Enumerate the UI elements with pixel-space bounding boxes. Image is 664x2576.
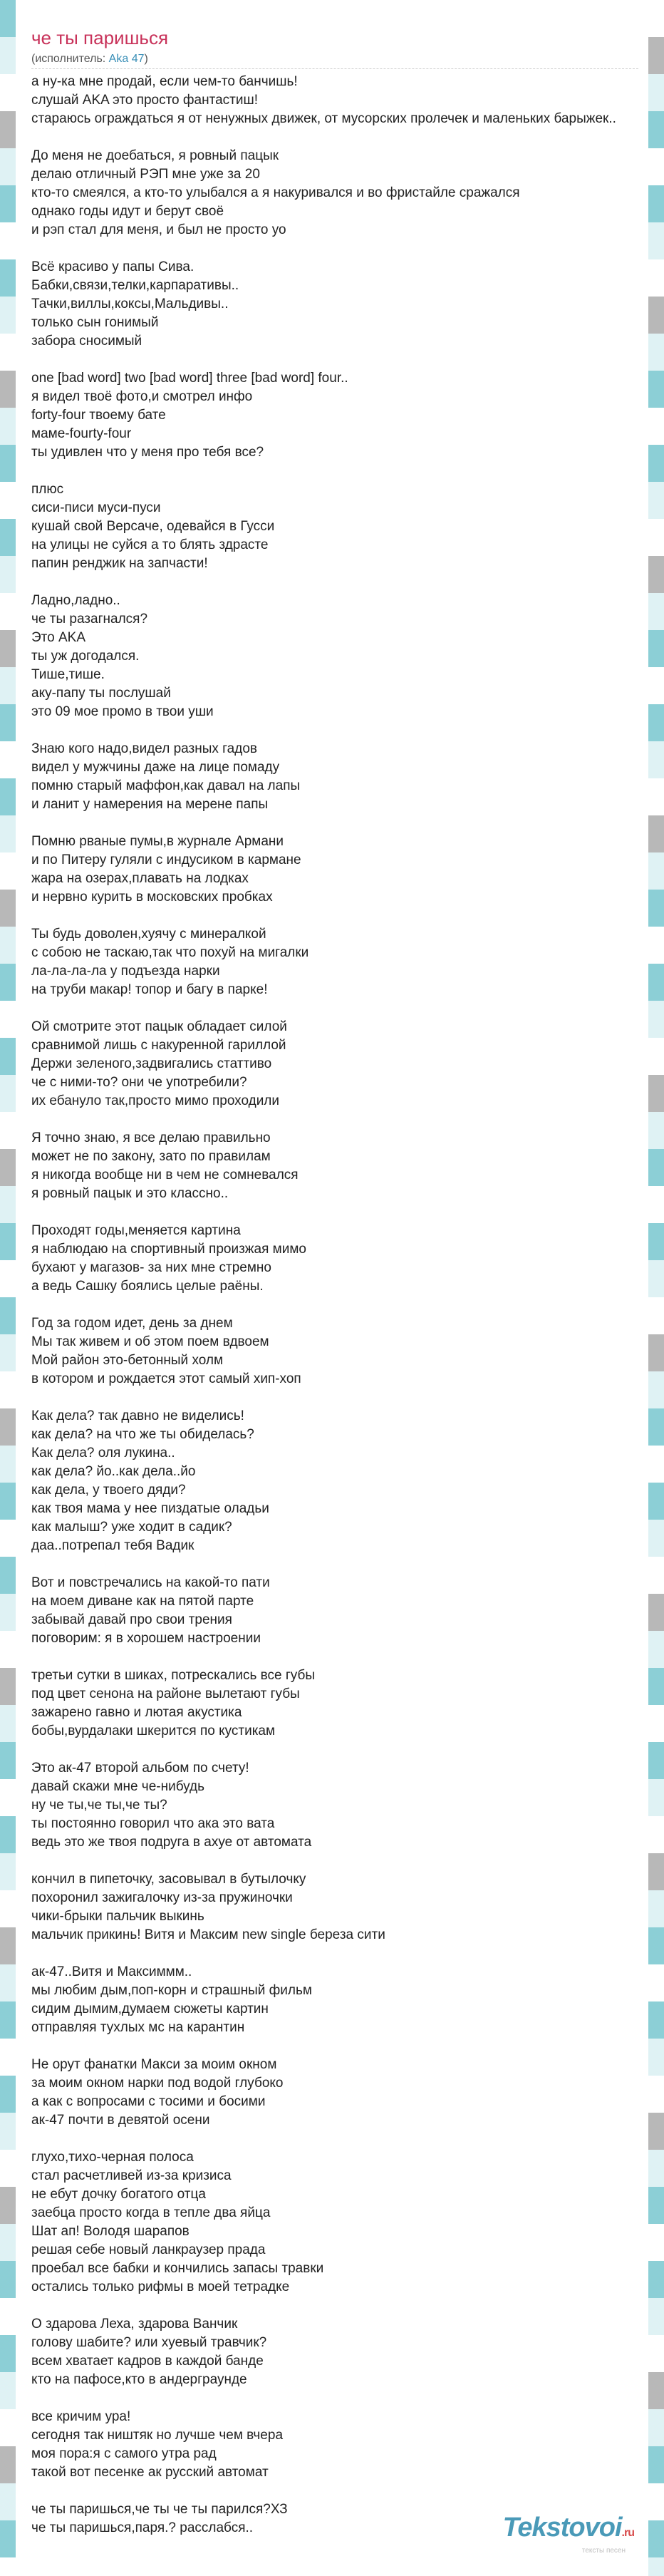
decor-stripe — [648, 371, 664, 408]
decor-stripe — [0, 1186, 16, 1223]
decor-stripe — [648, 1149, 664, 1186]
decor-stripe — [0, 2224, 16, 2261]
decor-stripe — [0, 1075, 16, 1112]
logo-name: Tekstovoi — [502, 2513, 622, 2542]
decor-stripe — [0, 964, 16, 1001]
decor-stripe — [0, 37, 16, 74]
decor-stripe — [0, 1779, 16, 1816]
decor-stripe — [648, 445, 664, 482]
decor-stripe — [648, 1483, 664, 1520]
song-title: че ты паришься — [31, 27, 169, 48]
decor-stripe — [648, 1705, 664, 1742]
decor-stripe — [648, 1038, 664, 1075]
decor-stripe — [0, 1001, 16, 1038]
decor-stripe — [648, 1408, 664, 1446]
decor-stripe — [648, 2483, 664, 2520]
decor-stripe — [0, 74, 16, 111]
decor-stripe — [648, 964, 664, 1001]
decor-stripe — [648, 2372, 664, 2409]
decor-stripe — [0, 2446, 16, 2483]
decor-stripe — [648, 74, 664, 111]
decor-stripe — [0, 259, 16, 297]
decor-stripe — [0, 0, 16, 37]
decor-stripe — [0, 852, 16, 890]
artist-suffix: ) — [144, 53, 148, 65]
decor-stripe — [0, 1260, 16, 1297]
decor-stripe — [0, 2261, 16, 2298]
decor-stripe — [0, 1816, 16, 1853]
decor-stripe — [648, 1853, 664, 1890]
lyrics-panel — [24, 21, 638, 2576]
decor-stripe — [648, 482, 664, 519]
decor-stripe — [648, 2039, 664, 2076]
decor-stripe — [0, 222, 16, 259]
decor-stripe — [648, 1779, 664, 1816]
decor-stripe — [0, 111, 16, 148]
decor-stripe — [648, 2224, 664, 2261]
artist-prefix: (исполнитель: — [31, 53, 109, 65]
decor-stripe — [648, 2335, 664, 2372]
decor-stripe — [0, 1853, 16, 1890]
decor-stripe — [648, 259, 664, 297]
decor-stripe — [0, 704, 16, 741]
decor-stripe — [0, 1890, 16, 1927]
decor-stripe — [0, 593, 16, 630]
decor-stripe — [0, 1297, 16, 1334]
decor-stripe — [648, 1260, 664, 1297]
decor-stripe — [0, 1223, 16, 1260]
decor-stripe — [648, 2409, 664, 2446]
decor-stripe — [648, 111, 664, 148]
decor-stripe — [0, 2076, 16, 2113]
decor-stripe — [648, 1927, 664, 1964]
decor-stripe — [0, 778, 16, 815]
decor-stripe — [648, 37, 664, 74]
decor-stripe — [0, 2520, 16, 2557]
decor-stripe — [648, 778, 664, 815]
decor-stripe — [0, 1668, 16, 1705]
decor-stripe — [0, 2150, 16, 2187]
decor-stripe — [648, 2076, 664, 2113]
title-divider — [31, 68, 638, 69]
decor-stripe — [0, 1705, 16, 1742]
decor-stripe — [648, 1001, 664, 1038]
decor-stripe — [0, 1149, 16, 1186]
decor-stripe — [0, 1520, 16, 1557]
decor-stripe — [0, 2187, 16, 2224]
decor-stripe — [0, 741, 16, 778]
decor-stripe — [0, 1334, 16, 1371]
decor-stripe — [0, 1742, 16, 1779]
decor-stripe — [648, 741, 664, 778]
lyrics-text: а ну-ка мне продай, если чем-то банчишь! слушай AKA это просто фантастиш! стараюсь ограждаться я от ненужных движек, от мусорских пролечек и маленьких барыжек.. До меня не доебаться, я ровный пацык делаю отличный РЭП мне уже за 20 кто-то смеялся, а кто-то улыбался а я накуривался и во фристайле сражался однако годы идут и берут своё и рэп стал для меня, и был не просто уо Всё красиво у папы Сива. Бабки,связи,телки,карпаративы.. Тачки,виллы,коксы,Мальдивы.. только сын гонимый забора сносимый one [bad word] two [bad word] three [bad word] four.. я видел твоё фото,и смотрел инфо forty-four твоему бате маме-fourty-four ты удивлен что у меня про тебя все? плюс сиси-писи муси-пуси кушай свой Версаче, одевайся в Гусси на улицы не суйся а то блять здрасте папин ренджик на запчасти! Ладно,ладно.. че ты разагнался? Это AKA ты уж догодался. Тише,тише. аку-папу ты послушай это 09 мое промо в твои уши Знаю кого надо,видел разных гадов видел у мужчины даже на лице помаду помню старый маффон,как давал на лапы и ланит у намерения на мерене папы Помню рваные пумы,в журнале Армани и по Питеру гуляли с индусиком в кармане жара на озерах,плавать на лодках и нервно курить в московских пробках Ты будь доволен,хуячу с минералкой с собою не таскаю,так что похуй на мигалки ла-ла-ла-ла у подъезда нарки на труби макар! топор и багу в парке! Ой смотрите этот пацык обладает силой сравнимой лишь с накуренной гариллой Держи зеленого,задвигались статтиво че с ними-то? они че употребили? их ебануло так,просто мимо проходили Я точно знаю, я все делаю правильно может не по закону, зато по правилам я никогда вообще ни в чем не сомневался я ровный пацык и это классно.. Проходят годы,меняется картина я наблюдаю на спортивный произжая мимо бухают у магазов- за них мне стремно а ведь Сашку боялись целые раёны. Год за годом идет, день за днем Мы так живем и об этом поем вдвоем Мой район это-бетонный холм в котором и рождается этот самый хип-хоп Как дела? так давно не виделись! как дела? на что же ты обиделась? Как дела? оля лукина.. как дела? йо..как дела..йо как дела, у твоего дяди? как твоя мама у нее пиздатые оладьи как малыш? уже ходит в садик? даа..потрепал тебя Вадик Вот и повстречались на какой-то пати на моем диване как на пятой парте забывай давай про свои трения поговорим: я в хорошем настроении третьи сутки в шиках, потрескались все губы под цвет сенона на районе вылетают губы зажарено гавно и лютая акустика бобы,вурдалаки шкерится по кустикам Это ак-47 второй альбом по счету! давай скажи мне че-нибудь ну че ты,че ты,че ты? ты постоянно говорил что ака это вата ведь это же твоя подруга в ахуе от автомата кончил в пипеточку, засовывал в бутылочку похоронил зажигалочку из-за пружиночки чики-брыки пальчик выкинь мальчик прикинь! Витя и Максим new single береза сити ак-47..Витя и Максиммм.. мы любим дым,поп-корн и страшный фильм сидим дымим,думаем сюжеты картин отправляя тухлых мс на карантин Не орут фанатки Макси за моим окном за моим окном нарки под водой глубоко а как с вопросами с тосими и босими ак-47 почти в девятой осени глухо,тихо-черная полоса стал расчетливей из-за кризиса не ебут дочку богатого отца заебца просто когда в тепле два яйца Шат ап! Володя шарапов решая себе новый ланкраузер прада проебал все бабки и кончились запасы травки остались только рифмы в моей тетрадке О здарова Леха, здарова Ванчик голову шабите? или хуевый травчик? всем хватает кадров в каждой банде кто на пафосе,кто в андерграунде все кричим ура! сегодня так ништяк но лучше чем вчера моя пора:я с самого утра рад такой вот песенке ак русский автомат че ты паришься,че ты че ты парился?ХЗ че ты паришься,паря.? расслабся.. — [31, 74, 616, 2535]
decor-stripe — [0, 1964, 16, 2001]
decor-stripe — [648, 1297, 664, 1334]
decor-stripe — [648, 297, 664, 334]
decor-stripe — [0, 371, 16, 408]
decor-stripe — [648, 1371, 664, 1408]
decor-stripe — [0, 630, 16, 667]
decor-stripe — [0, 2409, 16, 2446]
decor-stripe — [648, 1816, 664, 1853]
decor-stripe — [648, 890, 664, 927]
logo-tld: .ru — [621, 2527, 634, 2539]
artist-line — [31, 53, 148, 66]
decor-stripe — [648, 852, 664, 890]
decor-stripe — [648, 1075, 664, 1112]
decor-stripe — [0, 482, 16, 519]
artist-link[interactable]: Aka 47 — [108, 53, 145, 65]
decor-stripe — [648, 1890, 664, 1927]
decor-stripe — [0, 2298, 16, 2335]
decor-stripe — [648, 2001, 664, 2039]
decor-stripe — [648, 1520, 664, 1557]
decor-stripe — [0, 334, 16, 371]
decor-stripe — [648, 2298, 664, 2335]
decor-stripe — [648, 2150, 664, 2187]
decor-stripe — [648, 1964, 664, 2001]
decor-stripe — [0, 1038, 16, 1075]
decor-stripe — [0, 815, 16, 852]
decor-stripe — [0, 890, 16, 927]
decor-stripe — [648, 222, 664, 259]
decor-stripe — [0, 1112, 16, 1149]
decor-stripe — [0, 927, 16, 964]
decor-stripe — [0, 408, 16, 445]
decor-stripe — [648, 2113, 664, 2150]
decor-stripe — [648, 2520, 664, 2557]
decor-stripe — [648, 1742, 664, 1779]
decor-stripe — [0, 1631, 16, 1668]
decor-stripe — [648, 1557, 664, 1594]
decor-stripe — [0, 2335, 16, 2372]
decor-stripe — [0, 1408, 16, 1446]
decor-stripe — [0, 1371, 16, 1408]
decor-stripe — [648, 1112, 664, 1149]
decor-stripe — [0, 185, 16, 222]
decor-stripe — [0, 2113, 16, 2150]
decor-stripe — [648, 408, 664, 445]
left-decor-stripes — [0, 0, 16, 2576]
decor-stripe — [0, 556, 16, 593]
decor-stripe — [648, 630, 664, 667]
decor-stripe — [0, 297, 16, 334]
decor-stripe — [648, 1594, 664, 1631]
decor-stripe — [648, 2187, 664, 2224]
decor-stripe — [0, 1594, 16, 1631]
decor-stripe — [648, 2261, 664, 2298]
decor-stripe — [648, 334, 664, 371]
decor-stripe — [0, 2039, 16, 2076]
decor-stripe — [648, 1446, 664, 1483]
decor-stripe — [0, 519, 16, 556]
decor-stripe — [0, 1483, 16, 1520]
site-logo[interactable] — [503, 2513, 634, 2543]
decor-stripe — [0, 2557, 16, 2576]
decor-stripe — [0, 2372, 16, 2409]
right-decor-stripes — [648, 0, 664, 2576]
decor-stripe — [648, 593, 664, 630]
decor-stripe — [648, 1631, 664, 1668]
decor-stripe — [648, 704, 664, 741]
decor-stripe — [648, 927, 664, 964]
decor-stripe — [648, 815, 664, 852]
decor-stripe — [648, 1668, 664, 1705]
decor-stripe — [648, 148, 664, 185]
decor-stripe — [648, 2446, 664, 2483]
decor-stripe — [648, 667, 664, 704]
decor-stripe — [0, 1927, 16, 1964]
decor-stripe — [0, 667, 16, 704]
decor-stripe — [648, 519, 664, 556]
decor-stripe — [0, 2483, 16, 2520]
decor-stripe — [0, 2001, 16, 2039]
decor-stripe — [0, 1446, 16, 1483]
decor-stripe — [0, 148, 16, 185]
decor-stripe — [648, 1186, 664, 1223]
decor-stripe — [648, 556, 664, 593]
decor-stripe — [648, 1223, 664, 1260]
decor-stripe — [648, 2557, 664, 2576]
decor-stripe — [648, 1334, 664, 1371]
logo-tagline: тексты песен — [581, 2547, 626, 2555]
decor-stripe — [0, 1557, 16, 1594]
decor-stripe — [648, 185, 664, 222]
decor-stripe — [648, 0, 664, 37]
decor-stripe — [0, 445, 16, 482]
